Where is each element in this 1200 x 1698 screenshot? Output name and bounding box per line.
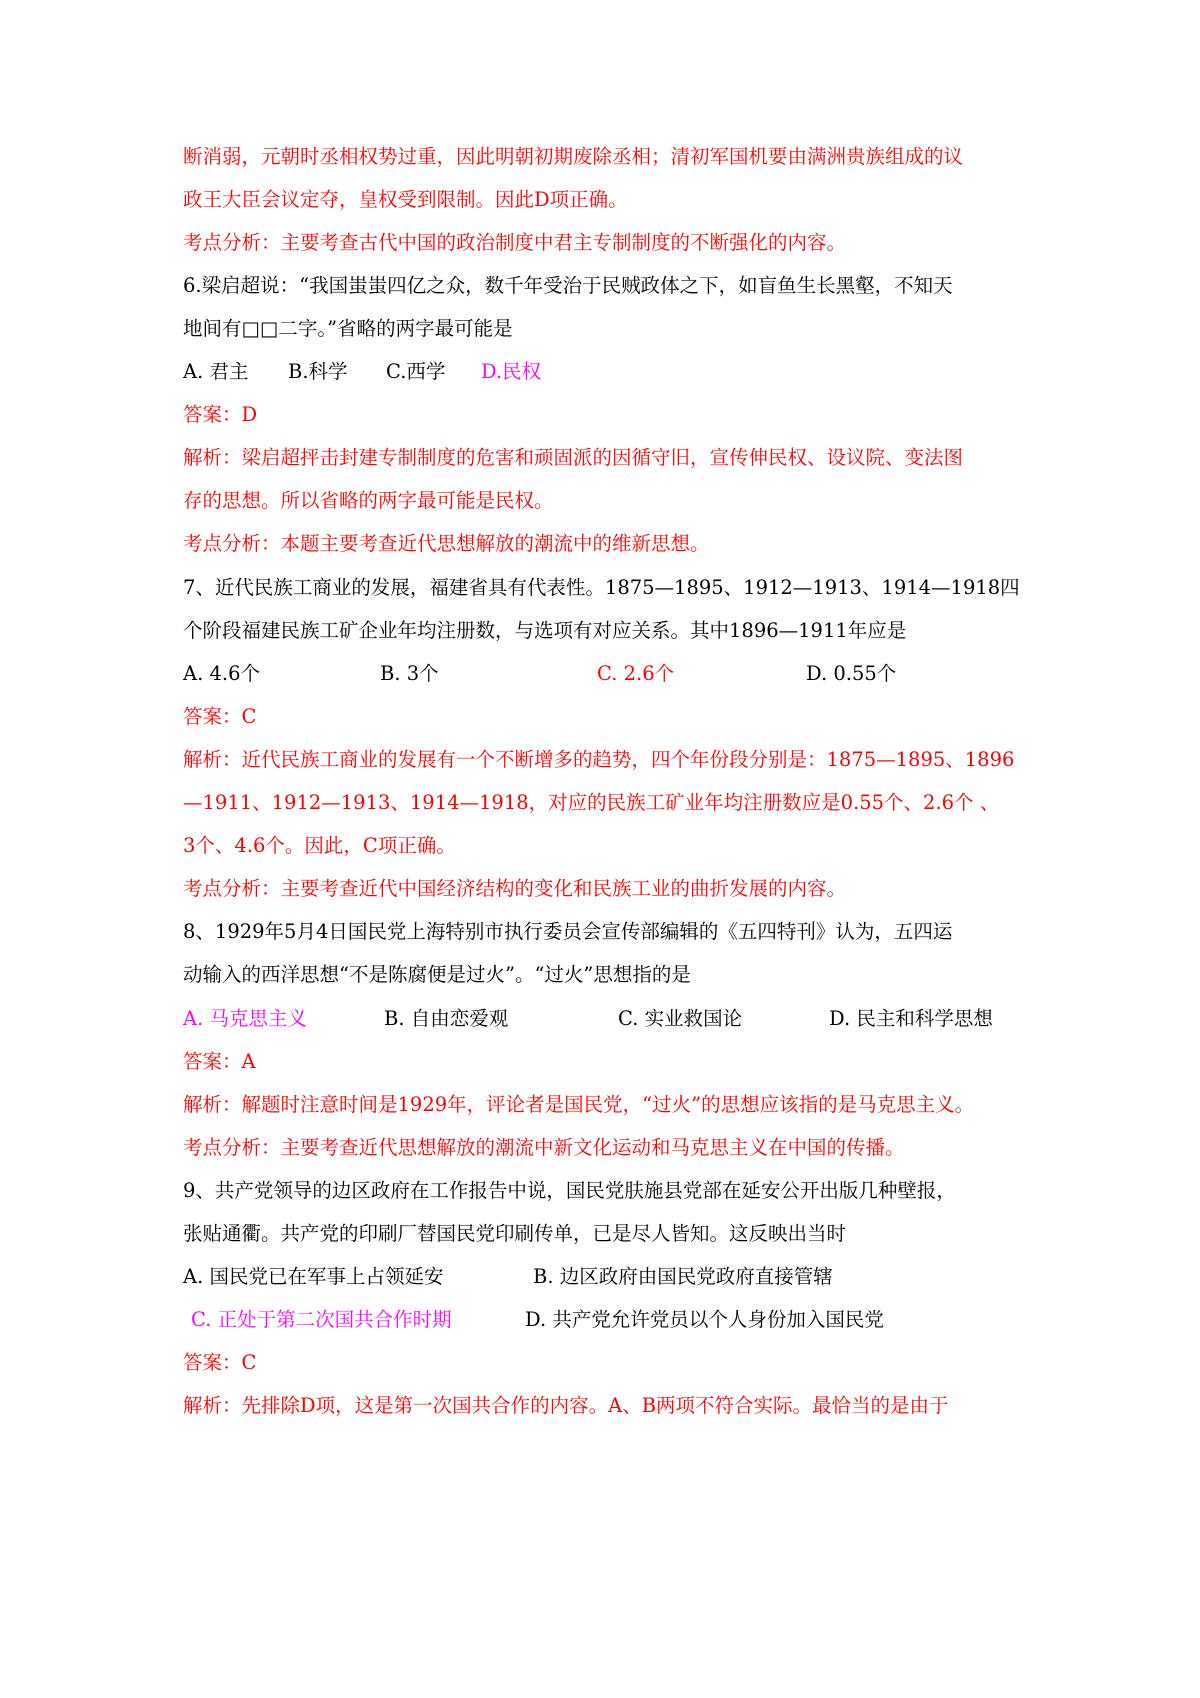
q7-option-b: B. 3个: [380, 662, 439, 685]
q8-option-d: D. 民主和科学思想: [829, 1007, 993, 1030]
q6-option-b: B.科学: [288, 360, 348, 383]
prev-analysis-line-2: 政王大臣会议定夺，皇权受到限制。因此D项正确。: [183, 188, 628, 211]
q7-option-d: D. 0.55个: [806, 662, 897, 685]
q8-key-point: 考点分析：主要考查近代思想解放的潮流中新文化运动和马克思主义在中国的传播。: [183, 1136, 905, 1159]
q6-option-d: D.民权: [481, 360, 542, 383]
q7-analysis-line-3: 3个、4.6个。因此，C项正确。: [183, 834, 456, 857]
q6-answer: 答案：D: [183, 403, 258, 426]
q6-key-point: 考点分析：本题主要考查近代思想解放的潮流中的维新思想。: [183, 532, 710, 555]
q9-option-c: C. 正处于第二次国共合作时期: [191, 1308, 452, 1331]
q7-answer: 答案：C: [183, 705, 257, 728]
q9-option-d: D. 共产党允许党员以个人身份加入国民党: [525, 1308, 884, 1331]
q8-stem-line-2: 动输入的西洋思想“不是陈腐便是过火”。“过火”思想指的是: [183, 963, 691, 986]
q9-answer: 答案：C: [183, 1351, 257, 1374]
q7-key-point: 考点分析：主要考查近代中国经济结构的变化和民族工业的曲折发展的内容。: [183, 877, 847, 900]
q9-analysis: 解析：先排除D项，这是第一次国共合作的内容。A、B两项不符合实际。最恰当的是由于: [183, 1394, 949, 1417]
q6-option-a: A. 君主: [183, 360, 249, 383]
q8-stem-line-1: 8、1929年5月4日国民党上海特别市执行委员会宣传部编辑的《五四特刊》认为，五四运: [183, 920, 953, 943]
q6-analysis-line-2: 存的思想。所以省略的两字最可能是民权。: [183, 489, 554, 512]
prev-key-point: 考点分析：主要考查古代中国的政治制度中君主专制制度的不断强化的内容。: [183, 231, 847, 254]
q7-stem-line-2: 个阶段福建民族工矿企业年均注册数，与选项有对应关系。其中1896—1911年应是: [183, 619, 907, 642]
q6-analysis-line-1: 解析：梁启超抨击封建专制制度的危害和顽固派的因循守旧，宣传伸民权、设议院、变法图: [183, 446, 964, 469]
q8-analysis: 解析：解题时注意时间是1929年，评论者是国民党，“过火”的思想应该指的是马克思主义。: [183, 1093, 975, 1116]
q9-option-a: A. 国民党已在军事上占领延安: [183, 1265, 444, 1288]
q8-option-c: C. 实业救国论: [618, 1007, 743, 1030]
q7-option-a: A. 4.6个: [183, 662, 260, 685]
q9-stem-line-1: 9、共产党领导的边区政府在工作报告中说，国民党肤施县党部在延安公开出版几种壁报，: [183, 1179, 956, 1202]
q7-analysis-line-2: —1911、1912—1913、1914—1918，对应的民族工矿业年均注册数应是0.55个、2.6个 、: [183, 791, 1000, 814]
q8-option-a: A. 马克思主义: [183, 1007, 307, 1030]
q7-option-c: C. 2.6个: [597, 662, 675, 685]
q7-analysis-line-1: 解析：近代民族工商业的发展有一个不断增多的趋势，四个年份段分别是：1875—1895、1896: [183, 748, 1015, 771]
q9-option-b: B. 边区政府由国民党政府直接管辖: [533, 1265, 833, 1288]
q6-stem-line-2: 地间有□□二字。”省略的两字最可能是: [183, 317, 513, 340]
prev-analysis-line-1: 断消弱，元朝时丞相权势过重，因此明朝初期废除丞相；清初军国机要由满洲贵族组成的议: [183, 145, 964, 168]
q8-answer: 答案：A: [183, 1050, 256, 1073]
q7-stem-line-1: 7、近代民族工商业的发展，福建省具有代表性。1875—1895、1912—1913、1914—1918四: [183, 576, 1020, 599]
q6-option-c: C.西学: [386, 360, 446, 383]
q6-stem-line-1: 6.梁启超说：“我国蚩蚩四亿之众，数千年受治于民贼政体之下，如盲鱼生长黑壑，不知天: [183, 274, 953, 297]
q9-stem-line-2: 张贴通衢。共产党的印刷厂替国民党印刷传单，已是尽人皆知。这反映出当时: [183, 1222, 847, 1245]
q8-option-b: B. 自由恋爱观: [384, 1007, 509, 1030]
